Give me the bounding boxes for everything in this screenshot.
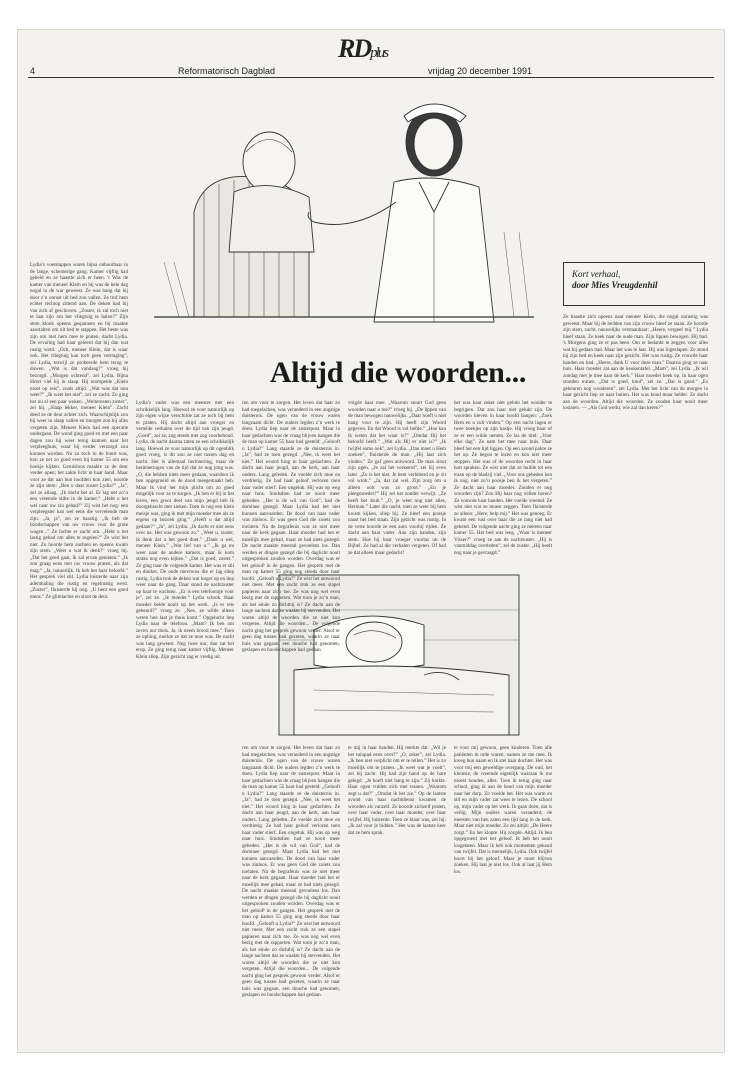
logo-text: RD bbox=[338, 34, 371, 63]
story-box bbox=[563, 262, 705, 306]
column-3-text: ren om voor te zorgen. Het leven dat haar zo had toegelachen, was veranderd in een angstige duisternis. De ogen van de vrouw waren langzaam dicht. De ouders legden z’n werk te doen. Lydia liep naar de zusterpost. Maar in haar gedachten was de vraag blijven hangen die de man op kamer 55 haar had gesteld: „Gelooft u Lydia?” Lang staarde ze de duisternis in. „Ja”, had ze toen gezegd. „Nee, ik weet het niet.” Het woord hing in haar gedachten. Ze dacht aan haar jeugd, aan de kerk, aan haar ouders. Lang geleden. Ze voelde zich moe en verdrietig. Ze had haar geloof verloren toen haar vader stierf. Een ongeluk. Hij was op weg naar huis. Sindsdien had ze nooit meer gebeden. „Het is de wil van God”, had de dominee gezegd. Maar Lydia had het niet kunnen aanvaarden. De dood van haar vader was zinloos. Er was geen God die zoiets zou toelaten. Na de begrafenis was ze niet meer naar de kerk gegaan. Haar moeder had het er moeilijk mee gehad, maar ze had niets gezegd. De nacht maakte meestal gevoelens los. Dan werden er dingen gezegd die bij daglicht nooit uitgesproken zouden worden. Overdag was er het gelooP in de gangen. Het gesprek met de man op kamer 55 ging nog steeds door haar hoofd. „Gelooft u Lydia?” Ze wist het antwoord niet meer. Met een zucht trok ze een stapel papieren naar zich toe. Ze was nog wel even bezig met de rapporten. Wat toon je zo’n man, als het einde zo dichtbij is? Ze dacht aan de lange nachten dat ze waakte bij stervenden. Het waren altijd de woorden die ze niet kon vergeten. Altijd die woorden... De volgende nacht ging het gesprek gewoon verder. Alsof er geen dag tussen had gezeten, waarin ze naar huis was gegaan, een douche had genomen, geslapen en boodschappen had gedaan. bbox=[242, 400, 340, 653]
nurse-with-patient-illustration bbox=[134, 82, 554, 332]
text-column-4 bbox=[348, 400, 446, 570]
header-rule bbox=[28, 77, 714, 78]
text-column-4b bbox=[348, 745, 446, 1042]
column-2-text: Lydia’s vader was een meester met een schrikkelijk lang. Hoewel ze voor natuurlijk op zijn eigen wijze verschilde zat ze toch bij hem te praten. Hij dacht altijd aan vroeger en vertelde verhalen over de tijd van zijn jeugd. „Goed”, zei ze, zog steeds met zog voorbehoud. Lydia, de nacht daarna zaten ze een schrikkelijk lang. Hoewel ze voor natuurlijk op dit ogenblik goed vroeg, is dit zou ze niet tussen dag en nacht. Het is allemaal herinnering, maar de herinneringen van de tijd dat ze nog jong was. „O, die hebben niets meer gedaan, waardoor ik ben opgegroeid en de dood meegemaakt heb. Maar ik vind het mijn plicht om zo goed mogelijk voor ze te zorgen. „Ik ben er bij in het leven, een groot deel van mijn jeugd heb ik doorgebracht met zieken. Toen ik nog een klein meisje was, ging ik met mijn moeder mee als ze ergens op bezoek ging.” „Heeft u dat altijd gedaan?” „Ja”, zei Lydia. „Ik dacht er niet eens over na. Het was gewoon zo.” „Weet u, zuster, ik denk dat u het goed doet.” „Dank u wel, meneer Klein.” „Wat lief van u.” „Ik ga nu weer naar de andere kamers, maar ik kom straks nog even kijken.” „Dat is goed, zuster.” Ze ging naar de volgende kamer. Het was er stil en donker. De oude mevrouw die er lag sliep rustig. Lydia trok de deken wat hoger op en liep weer naar de gang. Daar stond de nachtzuster op haar te wachten. „Er is een telefoontje voor je”, zei ze. „Je moeder.” Lydia schrok. Haar moeder belde nooit op het werk. „Is er iets gebeurd?” vroeg ze. „Nee, ze wilde alleen weten hoe laat je thuis komt.” Opgelucht liep Lydia naar de telefoon. „Mam? Ik ben om zeven uur thuis. Ja, ik neem brood mee.” Toen ze ophing, merkte ze dat ze moe was. De nacht was lang geweest. Nog twee uur, dan zat het erop. Ze ging terug naar kamer vijftig. Meneer Klein sliep. Zijn gezicht zag er vredig uit. bbox=[136, 400, 234, 660]
nurse-illustration-svg bbox=[134, 82, 554, 332]
paper-name: Reformatorisch Dagblad bbox=[178, 66, 276, 76]
story-byline: door Mies Vreugdenhil bbox=[572, 280, 658, 290]
text-column-3 bbox=[242, 400, 340, 653]
column-4-text: volgde haar mee. „Waarom stuurt God geen woorden naar u toe?” vroeg hij. „De lippen van de man bewogen nauwelijks. „Daar hoeft u niet bang voor te zijn. Hij heeft zijn Woord gegeven. En dat Woord is vol liefde.” „Hoe kan ik weten dat het waar is?” „Omdat Hij het beloofd heeft.” „Wat als Hij er niet is?” „Ik twijfel soms ook”, zei Lydia. „Dan moet u Hem zoeken”, fluisterde de man. „Hij laat zich vinden.” Ze gaf geen antwoord. De man sloot zijn ogen. „Je zal het verkeerd”, zei hij even later. „Zo is het niet. Je bent verbitterd en je zit vol wrok.” „Ja, dat zal wel. Zijn zorg om u alleen ooit was zo groot.” „En je pleegmoeder?” Hij zei het zonder verwijt. „Ze heeft het druk.” „O, je weet nog niet alles, Herman.” Later die nacht, toen ze weer bij hem kwam kijken, sliep hij. Ze bleef een poosje naast het bed staan. Zijn gezicht was rustig. In de verte hoorde ze een auto voorbij rijden. Ze dacht aan haar vader. Aan zijn handen, zijn stem. Hoe hij haar vroeger voorlas uit de Bijbel. Ze had al die verhalen vergeten. Of had ze dat alleen maar gedacht? bbox=[348, 400, 446, 556]
logo-plus: plus bbox=[370, 45, 388, 61]
text-column-3b bbox=[242, 745, 340, 1042]
issue-date: vrijdag 20 december 1991 bbox=[428, 66, 533, 76]
text-column-2 bbox=[136, 400, 234, 1042]
text-column-1 bbox=[30, 262, 128, 1042]
rd-plus-logo bbox=[338, 34, 402, 70]
page-number: 4 bbox=[30, 66, 36, 76]
column-6-text: te voor mij gewoon, geen kinderen. Toen alle patiënten in orde waren, namen ze me mee. Ik kreeg hun naam en ik stel haar dochter. Het was voor mij een geweldige overgang. De oud, het kleinste, de vreemde eigenlijk waaraan ik me moest houden, alles. Toen ik terug ging naar school, ging ik aan de hand van mijn moeder naar het dorp. Zo voelde het. Het was warm en stil en mijn vader zat weer te lezen. De school op, mijn vader op het werk. Ik gaan doen, dat is veilig. Mijn ouders waren veranderd, de meesten van hen zaten een tijd lang in de kerk. Maar niet mijn moeder. Ze zei altijd: „De Heere zorgt.” En het klopte. Hij zorgde. Altijd. Ik ben opgegroeid met het geloof. Ik heb het nooit losgelaten. Maar ik heb ook momenten gekend van twijfel. Dat is menselijk, Lydia. Ook twijfel hoort bij het geloof. Maar je moet blijven zoeken. Hij laat je niet los. Ook al laat jij Hem los. bbox=[454, 745, 552, 875]
column-4b-text: te mij in haar handen. Hij merkte dat. „Wil je het tuinpad eens over?” „O, zeker”, zei Lydia. „Ik ben niet verplicht om er te tellen.” Het is zo moeilijk om te praten. „Ik weet wat je voelt”, zei hij zacht. Hij had zijn hand op de hare gelegd. „Je hoeft niet bang te zijn.” Zij knikte. Haar ogen vulden zich met tranen. „Waarom zegt u dat?” „Omdat ik het zie.” Op de laatste avond van haar nachtdienst kwamen de woorden als vanzelf. Ze hoorde zichzelf praten, over haar vader, over haar moeder, over haar twijfel. Hij luisterde. Toen ze klaar was, zei hij: „Ik zal voor je bidden.” Het was de laatste keer dat ze hem sprak. bbox=[348, 745, 446, 836]
masthead bbox=[18, 30, 724, 80]
story-kicker: Kort verhaal, bbox=[572, 269, 621, 279]
column-5-text: het was haar zeker niet gelukt het wonder te begrijpen. Dat zou haar niet gelukt zijn. De woorden bleven in haar hoofd hangen: „Zoek Hem en u zult vinden.” Op een nacht lagen er twee boekjes op zijn kastje. Hij vroeg haar of ze er een wilde nemen. Ze las de titel: „Voor elke dag”. Ze nam het mee naar huis. Daar bleef het een tijd liggen. Op een avond pakte ze het op. Ze begon te lezen en kon niet meer stoppen. Het was of de woorden recht in haar hart spraken. Ze wist niet dat ze huilde tot een traan op de bladzij viel. „Voor ons gebeden ken ik nog, niet zo’n poosje ben ik het vergeten.” Ze dacht aan haar moeder. Zouden er nog woorden zijn? Zou Hij haar nog willen horen? Ze vouwde haar handen. Het voelde vreemd. Ze wist niet wat ze moest zeggen. Toen fluisterde ze alleen: „Here, help mij.” Het was genoeg. Er kwam een rust over haar die ze lang niet had gekend. De volgende nacht ging ze meteen naar kamer 55. Het bed was leeg. „Waar is meneer Visser?” vroeg ze aan de nachtzuster. „Hij is vanmiddag overleden”, zei de zuster. „Hij heeft nog naar je gevraagd.” bbox=[454, 400, 553, 556]
column-3b-text: ren om voor te zorgen. Het leven dat haar zo had toegelachen, was veranderd in een angstige duisternis. De ogen van de vrouw waren langzaam dicht. De ouders legden z’n werk te doen. Lydia liep naar de zusterpost. Maar in haar gedachten was de vraag blijven hangen die de man op kamer 55 haar had gesteld: „Gelooft u Lydia?” Lang staarde ze de duisternis in. „Ja”, had ze toen gezegd. „Nee, ik weet het niet.” Het woord hing in haar gedachten. Ze dacht aan haar jeugd, aan de kerk, aan haar ouders. Lang geleden. Ze voelde zich moe en verdrietig. Ze had haar geloof verloren toen haar vader stierf. Een ongeluk. Hij was op weg naar huis. Sindsdien had ze nooit meer gebeden. „Het is de wil van God”, had de dominee gezegd. Maar Lydia had het niet kunnen aanvaarden. De dood van haar vader was zinloos. Er was geen God die zoiets zou toelaten. Na de begrafenis was ze niet meer naar de kerk gegaan. Haar moeder had het er moeilijk mee gehad, maar ze had niets gezegd. De nacht maakte meestal gevoelens los. Dan werden er dingen gezegd die bij daglicht nooit uitgesproken zouden worden. Overdag was er het gelooP in de gangen. Het gesprek met de man op kamer 55 ging nog steeds door haar hoofd. „Gelooft u Lydia?” Ze wist het antwoord niet meer. Met een zucht trok ze een stapel papieren naar zich toe. Ze was nog wel even bezig met de rapporten. Wat toon je zo’n man, als het einde zo dichtbij is? Ze dacht aan de lange nachten dat ze waakte bij stervenden. Het waren altijd de woorden die ze niet kon vergeten. Altijd die woorden... De volgende nacht ging het gesprek gewoon verder. Alsof er geen dag tussen had gezeten, waarin ze naar huis was gegaan, een douche had genomen, geslapen en boodschappen had gedaan. bbox=[242, 745, 340, 998]
text-column-5 bbox=[454, 400, 552, 570]
column-1-text: Lydia’s voetstappen waren bijna onhoorbaar in de lange, schemerige gang. Kamer vijftig had gebeld en ze haastte zich er heen. 't Was de kamer van meneer Klein en hij was de hele dag nogal in de war geweest. Ze was bang dat hij door z’n onrust uit bed zou vallen. Ze trof hem echter rechtop zittend aan. De deken had hij van zich af geschoven. „Zuster, ik zal toch niet te laat zijn om het vliegtuig te halen?” Zijn stem klonk opeens gespannen en bij maakte aanstalten om uit bed te stappen. Het beste was zijn om met hem mee te praten, dacht Lydia. De ervaring had haar geleerd dat hij dan wat rustig werd. „Och, meneer Klein, dat is waar ook. Het vliegtuig kan toch geen vertraging”, zei Lydia, terwijl ze probeerde hem terug te duwen. „Wat is dat vandaag?” vroeg hij bezorgd. „Morgen ochtend”, zei Lydia. Bijna direct viel hij in slaap. Hij mompelde „Klein moet op reis”, zoals altijd. „Wat was dat nou weer?” „Ik weet het niet”, zei ze zacht. Zo ging het nu al een paar weken. „Welterusten zuster”, zei hij. „Slaap lekker, meneer Klein”. Zacht deed ze de deur achter zich. Waarschijnlijk zou hij weer in slaap vallen en morgen zou hij alles vergeten zijn. Meneer Klein had een operatie ondergaan. De wond ging goed en met een paar dagen zou hij weer terug kunnen naar het verpleeghuis, waar hij verder verzorgd zou kunnen worden. Nu zo toch in de buurt was, kon ze net zo goed even bij kamer 55 om een hoekje kijken. Geruisloos maakte ze de deur verder open; het zakte licht in haar hand. Maar voor ze dat aan hun hoofden kon zien, hoorde ze zijn stem: „Ben u daar zuster Lydia?” „Ja”, zei ze allaag. „Ik dacht het al. Er lag net zo’n een vreemde stilte in de kamer.” „Hebt u het wel naar uw zin gehad?” Zij wist het nog: een verpleegster kan wel eens die vervelende man zijn. „Ja, ja”, zei ze haastig. „Ik heb de boodschappen van uw vrouw voor de grote wagen...” Ze lachte er zacht om. „Hebt u het lastig gehad om alles te regelen?” Ze wist het niet. Zo hoorde hem zuchten en opeens kwam zijn stem. „Weet u wat ik denk?” vroeg hij. „Dat het goed gaat, ik zal ervan genieten.” „Ik zou graag eens met uw vrouw praten, als dat mag.” „Ja, natuurlijk. Ik heb het haar beloofd.” Het gesprek viel stil. Lydia luisterde naar zijn ademhaling die rustig en regelmatig werd. „Zuster”, fluisterde hij nog. „U bent een goed mens.” Ze glimlachte en sloot de deur. bbox=[30, 262, 128, 600]
newspaper-page bbox=[18, 30, 724, 1052]
article-headline: Altijd die woorden... bbox=[269, 356, 527, 389]
column-8-text: Ze haastte zich opeens naar meneer Klein, die nogal onrustig was geweest. Maar bij de bedden van zijn vrouw bleef ze staan. Ze hoorde zijn stem, zacht, nauwelijks verstaanbaar: „Heere, vergeef mij.” Lydia bleef staan. Ze keek naar de oude man. Zijn lippen bewogen. Hij bad. 's Morgens ging ze er pas heen. Om er bedankt te zeggen voor alles wat hij gedaan had. Maar het was te laat. Hij was ingeslapen. Ze stond bij zijn bed en keek naar zijn gezicht. Het was rustig. Ze vouwde haar handen en bad. „Heere, dank U voor deze man.” Daarna ging ze naar huis. Haar moeder zat aan de keukentafel. „Mam”, zei Lydia. „Ik wil zondag met je mee naar de kerk.” Haar moeder keek op. In haar ogen stonden tranen. „Dat is goed, kind”, zei ze. „Dat is goed.” „Es gebeuren nog wonderen”, zei Lydia. Met het licht van de morgen in haar gezicht liep ze naar buiten. Het was koud maar helder. Ze dacht aan de woorden. Altijd die woorden. Ze zouden haar nooit meer loslaten. — „Als God werkt, wie zal dan keren?” bbox=[563, 314, 708, 411]
text-column-6 bbox=[454, 745, 552, 1042]
text-column-8 bbox=[563, 314, 708, 1042]
